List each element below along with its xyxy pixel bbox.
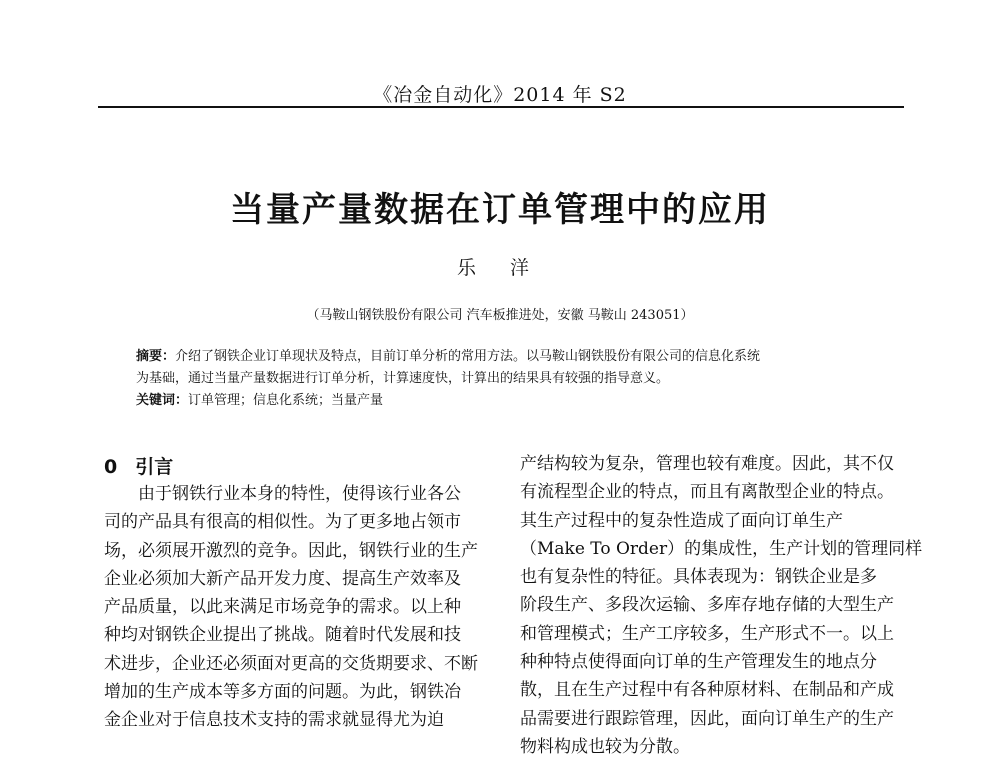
body-line: 产品质量，以此来满足市场竞争的需求。以上种 bbox=[104, 597, 461, 618]
body-line: 场，必须展开激烈的竞争。因此，钢铁行业的生产 bbox=[104, 540, 478, 561]
author-name: 乐 洋 bbox=[456, 257, 544, 279]
journal-header: 《冶金自动化》2014 年 S2 bbox=[373, 84, 627, 106]
body-line: 物料构成也较为分散。 bbox=[520, 736, 690, 757]
body-line: 产结构较为复杂，管理也较有难度。因此，其不仅 bbox=[520, 454, 894, 474]
keywords-line bbox=[136, 390, 876, 412]
abstract-label: 摘要： bbox=[136, 349, 176, 364]
section-title: 引言 bbox=[135, 456, 174, 478]
body-line: （Make To Order）的集成性，生产计划的管理同样 bbox=[520, 538, 923, 559]
body-line: 其生产过程中的复杂性造成了面向订单生产 bbox=[520, 510, 843, 531]
body-line: 和管理模式；生产工序较多，生产形式不一。以上 bbox=[520, 623, 894, 644]
body-line: 种种特点使得面向订单的生产管理发生的地点分 bbox=[520, 652, 877, 673]
body-line: 散，且在生产过程中有各种原材料、在制品和产成 bbox=[520, 680, 894, 701]
right-column bbox=[520, 450, 923, 761]
body-line: 司的产品具有很高的相似性。为了更多地占领市 bbox=[104, 512, 461, 533]
section-heading bbox=[104, 452, 173, 479]
body-line: 由于钢铁行业本身的特性，使得该行业各公 bbox=[138, 484, 461, 504]
abstract-line bbox=[136, 346, 876, 368]
author-affiliation: （马鞍山钢铁股份有限公司 汽车板推进处，安徽 马鞍山 243051） bbox=[306, 308, 694, 323]
keywords-label: 关键词： bbox=[136, 393, 189, 408]
body-line: 品需要进行跟踪管理，因此，面向订单生产的生产 bbox=[520, 708, 894, 729]
left-column bbox=[104, 480, 486, 735]
abstract-block bbox=[136, 346, 876, 412]
header-rule bbox=[98, 106, 904, 108]
body-line: 增加的生产成本等多方面的问题。为此，钢铁冶 bbox=[104, 682, 461, 703]
abstract-text-1: 介绍了钢铁企业订单现状及特点，目前订单分析的常用方法。以马鞍山钢铁股份有限公司的信息化系统 bbox=[175, 349, 761, 364]
body-line: 阶段生产、多段次运输、多库存地存储的大型生产 bbox=[520, 595, 894, 616]
keywords-text: 订单管理；信息化系统；当量产量 bbox=[188, 393, 384, 408]
body-line: 有流程型企业的特点，而且有离散型企业的特点。 bbox=[520, 482, 894, 503]
body-line: 金企业对于信息技术支持的需求就显得尤为迫 bbox=[104, 710, 444, 731]
body-line: 企业必须加大新产品开发力度、提高生产效率及 bbox=[104, 568, 461, 589]
body-line: 也有复杂性的特征。具体表现为：钢铁企业是多 bbox=[520, 567, 877, 588]
abstract-line: 为基础，通过当量产量数据进行订单分析，计算速度快，计算出的结果具有较强的指导意义。 bbox=[136, 371, 670, 386]
paper-title: 当量产量数据在订单管理中的应用 bbox=[230, 190, 770, 230]
body-line: 术进步，企业还必须面对更高的交货期要求、不断 bbox=[104, 653, 478, 674]
body-line: 种均对钢铁企业提出了挑战。随着时代发展和技 bbox=[104, 625, 461, 646]
section-number: 0 bbox=[104, 456, 118, 478]
